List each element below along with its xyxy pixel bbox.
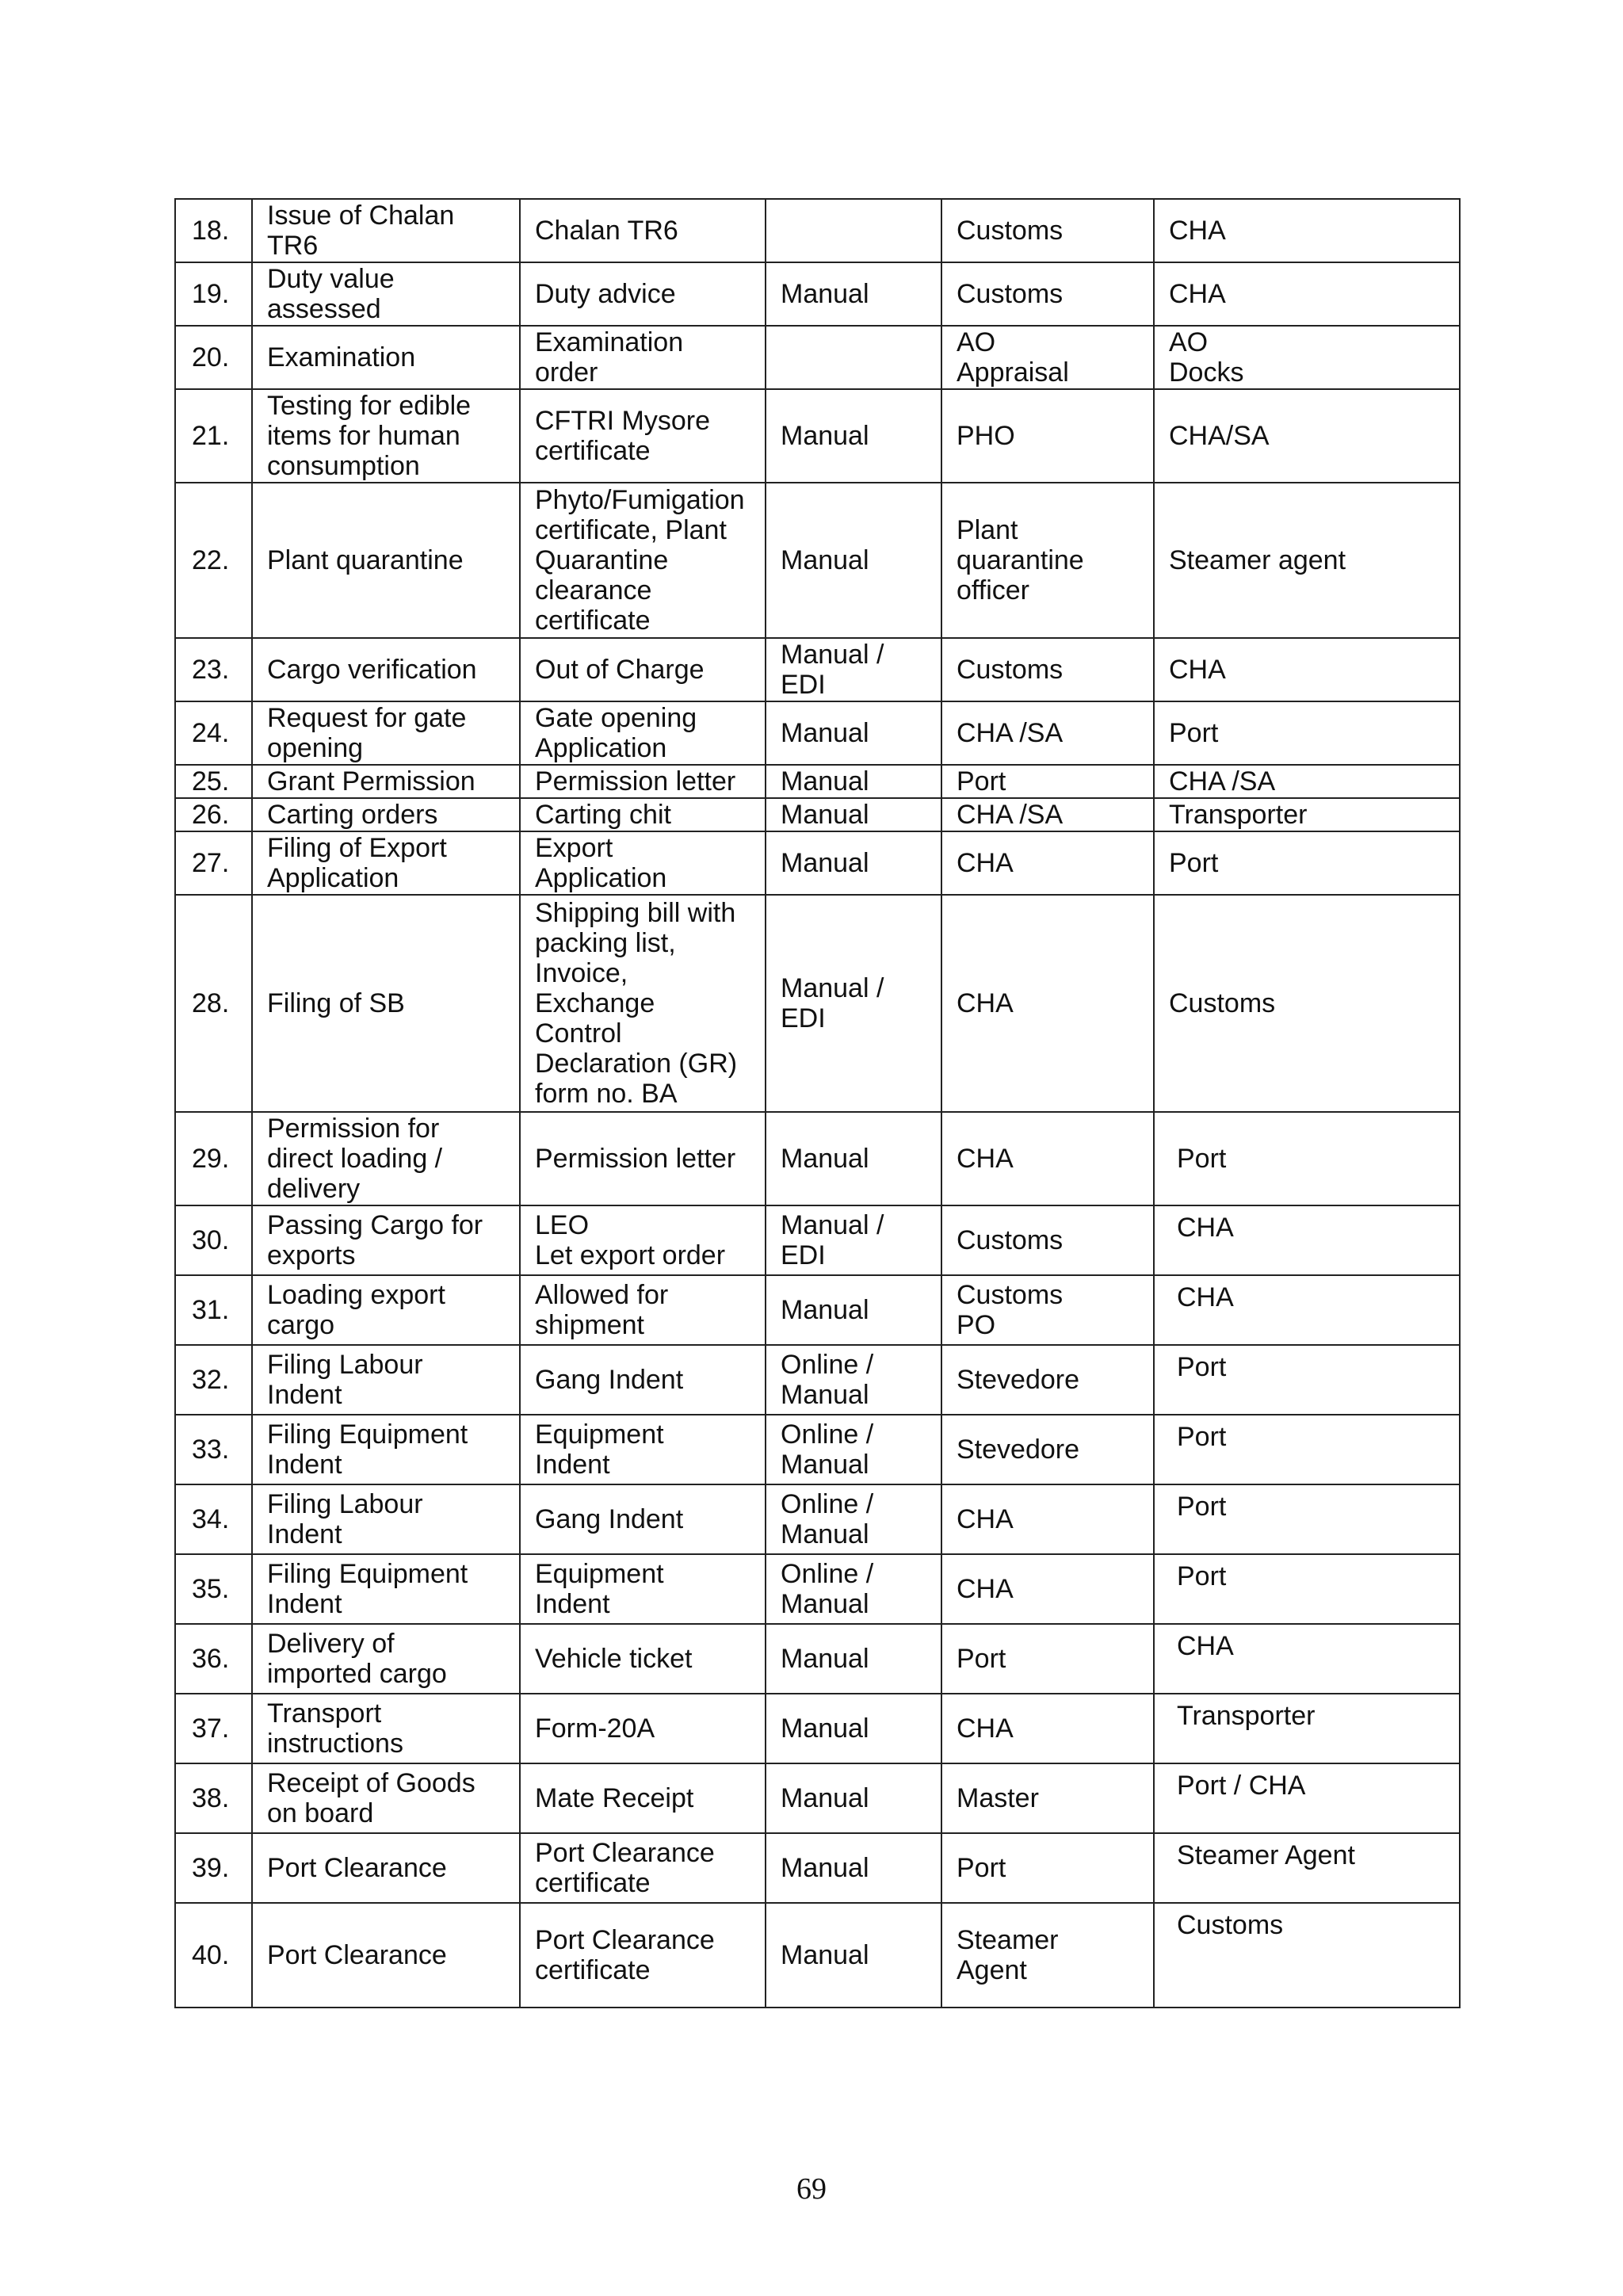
row-number: 39. xyxy=(175,1833,252,1903)
from-cell: Master xyxy=(941,1763,1154,1833)
table-body xyxy=(175,199,1460,2008)
document-cell: LEO Let export order xyxy=(520,1205,766,1275)
document-cell: Examination order xyxy=(520,326,766,389)
table-row xyxy=(175,1833,1460,1903)
activity-cell: Filing Equipment Indent xyxy=(252,1415,520,1484)
to-cell: CHA xyxy=(1154,638,1460,701)
from-cell: CHA /SA xyxy=(941,798,1154,831)
from-cell: CHA /SA xyxy=(941,701,1154,765)
from-cell: Customs xyxy=(941,638,1154,701)
mode-cell: Manual xyxy=(766,701,941,765)
row-number: 20. xyxy=(175,326,252,389)
mode-cell: Manual xyxy=(766,389,941,483)
mode-cell: Manual xyxy=(766,831,941,895)
table-row xyxy=(175,1205,1460,1275)
to-cell: Steamer Agent xyxy=(1154,1833,1460,1903)
from-cell: Plant quarantine officer xyxy=(941,483,1154,638)
document-cell: Port Clearance certificate xyxy=(520,1833,766,1903)
mode-cell: Online / Manual xyxy=(766,1415,941,1484)
table-row xyxy=(175,1484,1460,1554)
table-row xyxy=(175,1694,1460,1763)
activity-cell: Receipt of Goods on board xyxy=(252,1763,520,1833)
row-number: 32. xyxy=(175,1345,252,1415)
document-cell: Shipping bill with packing list, Invoice, Exchange Control Declaration (GR) form no. BA xyxy=(520,895,766,1112)
row-number: 25. xyxy=(175,765,252,798)
document-cell: Vehicle ticket xyxy=(520,1624,766,1694)
to-cell: CHA xyxy=(1154,1624,1460,1694)
document-cell: Out of Charge xyxy=(520,638,766,701)
activity-cell: Permission for direct loading / delivery xyxy=(252,1112,520,1205)
activity-cell: Filing Labour Indent xyxy=(252,1345,520,1415)
activity-cell: Transport instructions xyxy=(252,1694,520,1763)
table-row xyxy=(175,765,1460,798)
from-cell: PHO xyxy=(941,389,1154,483)
to-cell: CHA xyxy=(1154,262,1460,326)
row-number: 19. xyxy=(175,262,252,326)
document-cell: CFTRI Mysore certificate xyxy=(520,389,766,483)
mode-cell: Manual / EDI xyxy=(766,1205,941,1275)
table-row xyxy=(175,831,1460,895)
document-cell: Gate opening Application xyxy=(520,701,766,765)
row-number: 23. xyxy=(175,638,252,701)
mode-cell: Online / Manual xyxy=(766,1345,941,1415)
table-row xyxy=(175,1763,1460,1833)
document-cell: Equipment Indent xyxy=(520,1554,766,1624)
to-cell: Customs xyxy=(1154,1903,1460,2008)
activity-cell: Port Clearance xyxy=(252,1833,520,1903)
to-cell: Port xyxy=(1154,1484,1460,1554)
from-cell: Customs PO xyxy=(941,1275,1154,1345)
to-cell: CHA xyxy=(1154,199,1460,262)
to-cell: Port xyxy=(1154,831,1460,895)
table-row xyxy=(175,1275,1460,1345)
document-cell: Export Application xyxy=(520,831,766,895)
row-number: 34. xyxy=(175,1484,252,1554)
document-cell: Phyto/Fumigation certificate, Plant Quarantine clearance certificate xyxy=(520,483,766,638)
row-number: 30. xyxy=(175,1205,252,1275)
document-cell: Duty advice xyxy=(520,262,766,326)
table-row xyxy=(175,798,1460,831)
from-cell: Stevedore xyxy=(941,1345,1154,1415)
to-cell: Customs xyxy=(1154,895,1460,1112)
to-cell: CHA/SA xyxy=(1154,389,1460,483)
from-cell: Port xyxy=(941,1624,1154,1694)
from-cell: CHA xyxy=(941,831,1154,895)
document-cell: Permission letter xyxy=(520,1112,766,1205)
to-cell: Transporter xyxy=(1154,798,1460,831)
mode-cell: Manual xyxy=(766,765,941,798)
to-cell: Port xyxy=(1154,1345,1460,1415)
activity-cell: Filing of Export Application xyxy=(252,831,520,895)
mode-cell: Manual xyxy=(766,1833,941,1903)
row-number: 28. xyxy=(175,895,252,1112)
document-cell: Gang Indent xyxy=(520,1345,766,1415)
activity-cell: Cargo verification xyxy=(252,638,520,701)
mode-cell: Manual xyxy=(766,1624,941,1694)
mode-cell: Manual / EDI xyxy=(766,638,941,701)
to-cell: Port / CHA xyxy=(1154,1763,1460,1833)
row-number: 29. xyxy=(175,1112,252,1205)
activity-cell: Delivery of imported cargo xyxy=(252,1624,520,1694)
document-cell: Chalan TR6 xyxy=(520,199,766,262)
table-row xyxy=(175,701,1460,765)
document-cell: Permission letter xyxy=(520,765,766,798)
to-cell: CHA xyxy=(1154,1205,1460,1275)
activity-cell: Issue of Chalan TR6 xyxy=(252,199,520,262)
row-number: 24. xyxy=(175,701,252,765)
row-number: 26. xyxy=(175,798,252,831)
from-cell: Stevedore xyxy=(941,1415,1154,1484)
from-cell: Customs xyxy=(941,262,1154,326)
from-cell: CHA xyxy=(941,1112,1154,1205)
activity-cell: Filing Equipment Indent xyxy=(252,1554,520,1624)
mode-cell xyxy=(766,199,941,262)
table-row xyxy=(175,199,1460,262)
activity-cell: Filing of SB xyxy=(252,895,520,1112)
table-row xyxy=(175,262,1460,326)
activity-cell: Examination xyxy=(252,326,520,389)
table-row xyxy=(175,1415,1460,1484)
from-cell: CHA xyxy=(941,1484,1154,1554)
from-cell: Steamer Agent xyxy=(941,1903,1154,2008)
activity-cell: Filing Labour Indent xyxy=(252,1484,520,1554)
from-cell: CHA xyxy=(941,1554,1154,1624)
page-number: 69 xyxy=(796,2172,827,2206)
mode-cell: Online / Manual xyxy=(766,1484,941,1554)
mode-cell: Manual xyxy=(766,798,941,831)
row-number: 22. xyxy=(175,483,252,638)
document-cell: Gang Indent xyxy=(520,1484,766,1554)
table-row xyxy=(175,1554,1460,1624)
table-row xyxy=(175,483,1460,638)
from-cell: CHA xyxy=(941,1694,1154,1763)
table-row xyxy=(175,638,1460,701)
to-cell: Transporter xyxy=(1154,1694,1460,1763)
document-cell: Equipment Indent xyxy=(520,1415,766,1484)
mode-cell xyxy=(766,326,941,389)
activity-cell: Passing Cargo for exports xyxy=(252,1205,520,1275)
from-cell: CHA xyxy=(941,895,1154,1112)
from-cell: Customs xyxy=(941,1205,1154,1275)
row-number: 27. xyxy=(175,831,252,895)
row-number: 18. xyxy=(175,199,252,262)
activity-cell: Duty value assessed xyxy=(252,262,520,326)
activity-cell: Plant quarantine xyxy=(252,483,520,638)
mode-cell: Manual / EDI xyxy=(766,895,941,1112)
mode-cell: Manual xyxy=(766,1112,941,1205)
table-row xyxy=(175,1345,1460,1415)
table-row xyxy=(175,1624,1460,1694)
mode-cell: Manual xyxy=(766,1275,941,1345)
row-number: 40. xyxy=(175,1903,252,2008)
table-row xyxy=(175,326,1460,389)
mode-cell: Manual xyxy=(766,1763,941,1833)
from-cell: AO Appraisal xyxy=(941,326,1154,389)
mode-cell: Manual xyxy=(766,1903,941,2008)
to-cell: Port xyxy=(1154,701,1460,765)
to-cell: Port xyxy=(1154,1112,1460,1205)
activity-cell: Grant Permission xyxy=(252,765,520,798)
mode-cell: Manual xyxy=(766,1694,941,1763)
row-number: 38. xyxy=(175,1763,252,1833)
to-cell: CHA xyxy=(1154,1275,1460,1345)
document-cell: Port Clearance certificate xyxy=(520,1903,766,2008)
activity-cell: Testing for edible items for human consumption xyxy=(252,389,520,483)
document-cell: Carting chit xyxy=(520,798,766,831)
row-number: 21. xyxy=(175,389,252,483)
to-cell: AO Docks xyxy=(1154,326,1460,389)
mode-cell: Online / Manual xyxy=(766,1554,941,1624)
to-cell: Steamer agent xyxy=(1154,483,1460,638)
activity-cell: Loading export cargo xyxy=(252,1275,520,1345)
row-number: 35. xyxy=(175,1554,252,1624)
document-cell: Mate Receipt xyxy=(520,1763,766,1833)
row-number: 31. xyxy=(175,1275,252,1345)
document-cell: Allowed for shipment xyxy=(520,1275,766,1345)
to-cell: CHA /SA xyxy=(1154,765,1460,798)
row-number: 33. xyxy=(175,1415,252,1484)
to-cell: Port xyxy=(1154,1415,1460,1484)
row-number: 37. xyxy=(175,1694,252,1763)
table-row xyxy=(175,895,1460,1112)
to-cell: Port xyxy=(1154,1554,1460,1624)
from-cell: Port xyxy=(941,1833,1154,1903)
row-number: 36. xyxy=(175,1624,252,1694)
mode-cell: Manual xyxy=(766,483,941,638)
from-cell: Port xyxy=(941,765,1154,798)
activity-cell: Request for gate opening xyxy=(252,701,520,765)
from-cell: Customs xyxy=(941,199,1154,262)
table-row xyxy=(175,1903,1460,2008)
activity-cell: Port Clearance xyxy=(252,1903,520,2008)
activity-cell: Carting orders xyxy=(252,798,520,831)
process-table xyxy=(174,198,1461,2008)
mode-cell: Manual xyxy=(766,262,941,326)
document-cell: Form-20A xyxy=(520,1694,766,1763)
table-row xyxy=(175,389,1460,483)
table-row xyxy=(175,1112,1460,1205)
